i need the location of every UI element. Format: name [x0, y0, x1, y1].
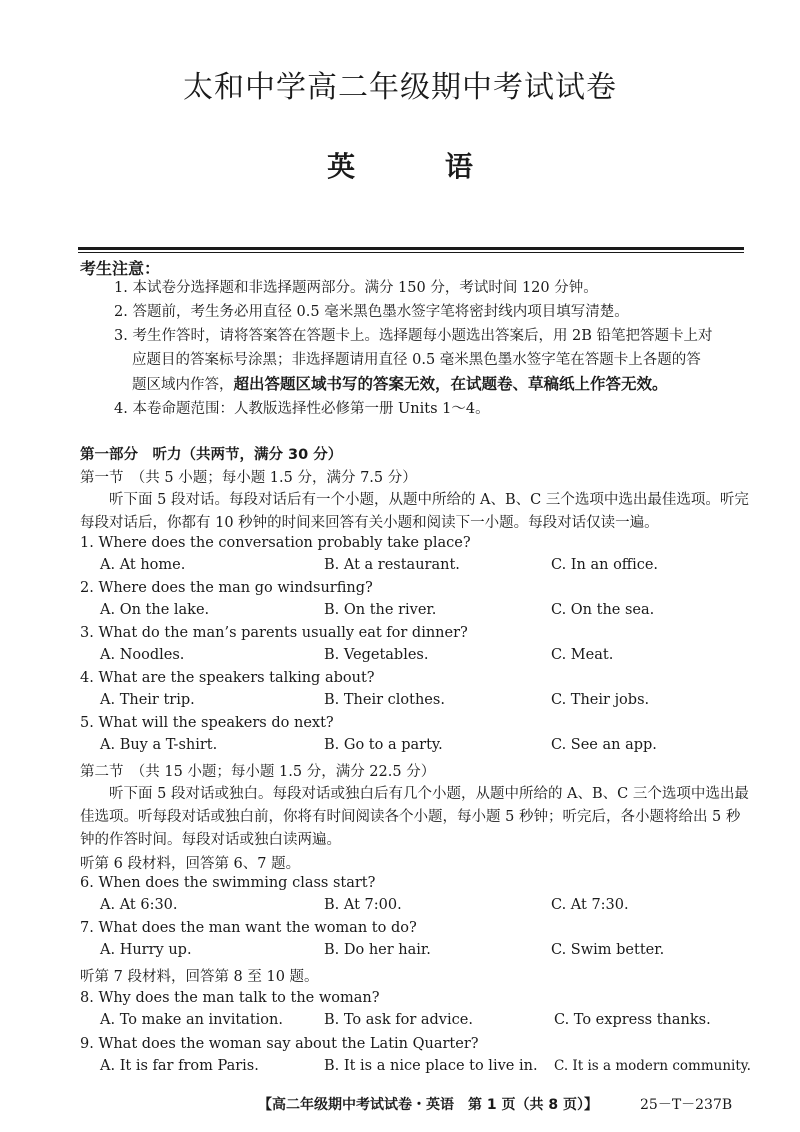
q9-option-b: B. It is a nice place to live in.: [324, 1058, 538, 1074]
notice-item-2: 2. 答题前，考生务必用直径 0.5 毫米黑色墨水签字笔将密封线内项目填写清楚。: [114, 304, 629, 320]
question-5: 5. What will the speakers do next?: [80, 715, 334, 731]
question-7: 7. What does the man want the woman to do?: [80, 920, 417, 936]
q6-option-a: A. At 6:30.: [100, 897, 178, 913]
q5-option-a: A. Buy a T-shirt.: [100, 737, 218, 753]
material-7-note: 听第 7 段材料，回答第 8 至 10 题。: [80, 969, 319, 985]
q5-option-b: B. Go to a party.: [324, 737, 443, 753]
section2-instructions: 听下面 5 段对话或独白。每段对话或独白后有几个小题，从题中所给的 A、B、C 三个选项中选出最佳选项。听每段对话或独白前，你将有时间阅读各个小题，每小题 5 秒钟；听完后，各小题将给出 5 秒钟的作答时间。每段对话或独白读两遍。: [80, 786, 749, 848]
q4-option-c: C. Their jobs.: [551, 692, 650, 708]
q1-option-a: A. At home.: [100, 557, 186, 573]
q8-option-c: C. To express thanks.: [554, 1012, 711, 1028]
q6-option-c: C. At 7:30.: [551, 897, 629, 913]
notice-item-4: 4. 本卷命题范围：人教版选择性必修第一册 Units 1～4。: [114, 401, 490, 417]
q9-option-a: A. It is far from Paris.: [100, 1058, 259, 1074]
notice-item-3: 3. 考生作答时，请将答案答在答题卡上。选择题每小题选出答案后，用 2B 铅笔把答题卡上对: [114, 328, 713, 344]
material-6-note: 听第 6 段材料，回答第 6、7 题。: [80, 856, 301, 872]
q1-option-c: C. In an office.: [551, 557, 659, 573]
question-9: 9. What does the woman say about the Latin Quarter?: [80, 1036, 479, 1052]
q8-option-a: A. To make an invitation.: [100, 1012, 283, 1028]
q7-option-b: B. Do her hair.: [324, 942, 431, 958]
part1-heading: 第一部分 听力（共两节，满分 30 分）: [80, 447, 343, 463]
q7-option-c: C. Swim better.: [551, 942, 665, 958]
notice-bold-warning: 超出答题区域书写的答案无效，在试题卷、草稿纸上作答无效。: [233, 375, 668, 393]
q4-option-a: A. Their trip.: [100, 692, 195, 708]
notice-item-3-cont: 应题目的答案标号涂黑；非选择题请用直径 0.5 毫米黑色墨水签字笔在答题卡上各题的答: [132, 352, 701, 368]
notice-heading: 考生注意：: [80, 259, 161, 278]
section1-heading: 第一节 （共 5 小题；每小题 1.5 分，满分 7.5 分）: [80, 470, 417, 486]
q2-option-c: C. On the sea.: [551, 602, 655, 618]
notice-item-3-end: [80, 372, 750, 397]
q3-option-a: A. Noodles.: [100, 647, 185, 663]
question-1: 1. Where does the conversation probably take place?: [80, 535, 471, 551]
q5-option-c: C. See an app.: [551, 737, 657, 753]
q9-option-c: C. It is a modern community.: [554, 1058, 751, 1074]
top-rule-thin: [78, 252, 744, 253]
exam-code: 25－T－237B: [640, 1097, 733, 1113]
notice-block: [80, 276, 750, 421]
exam-title: 太和中学高二年级期中考试试卷: [183, 70, 617, 105]
q2-option-b: B. On the river.: [324, 602, 437, 618]
q6-option-b: B. At 7:00.: [324, 897, 402, 913]
section1-instructions: 听下面 5 段对话。每段对话后有一个小题，从题中所给的 A、B、C 三个选项中选出最佳选项。听完每段对话后，你都有 10 秒钟的时间来回答有关小题和阅读下一小题。每段对话仅读一遍。: [80, 492, 749, 531]
q8-option-b: B. To ask for advice.: [324, 1012, 473, 1028]
question-2: 2. Where does the man go windsurfing?: [80, 580, 373, 596]
q4-option-b: B. Their clothes.: [324, 692, 445, 708]
q3-option-c: C. Meat.: [551, 647, 614, 663]
notice-item-1: 1. 本试卷分选择题和非选择题两部分。满分 150 分，考试时间 120 分钟。: [114, 280, 598, 296]
q3-option-b: B. Vegetables.: [324, 647, 429, 663]
subject-title: 英 语: [327, 150, 513, 183]
q1-option-b: B. At a restaurant.: [324, 557, 460, 573]
q2-option-a: A. On the lake.: [100, 602, 210, 618]
question-4: 4. What are the speakers talking about?: [80, 670, 375, 686]
question-6: 6. When does the swimming class start?: [80, 875, 376, 891]
section2-heading: 第二节 （共 15 小题；每小题 1.5 分，满分 22.5 分）: [80, 764, 436, 780]
question-3: 3. What do the man’s parents usually eat for dinner?: [80, 625, 468, 641]
question-8: 8. Why does the man talk to the woman?: [80, 990, 380, 1006]
page-footer: 【高二年级期中考试试卷・英语 第 1 页（共 8 页）】: [258, 1097, 598, 1113]
notice-item-3-tail: 题区域内作答，: [132, 377, 234, 393]
q7-option-a: A. Hurry up.: [100, 942, 192, 958]
top-rule-thick: [78, 247, 744, 250]
